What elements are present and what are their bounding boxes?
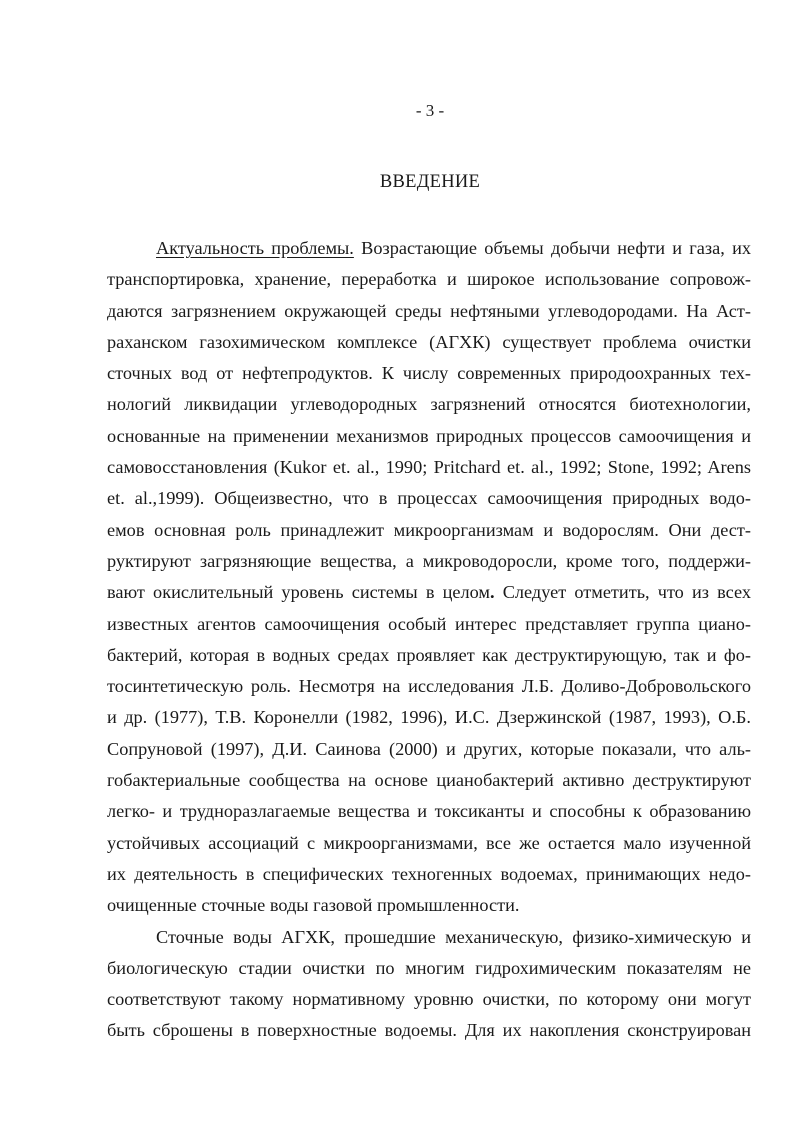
paragraph-line: руктируют загрязняющие вещества, а микроводоросли, кроме того, поддержи-: [107, 550, 751, 571]
paragraph-line: Сточные воды АГХК, прошедшие механическую, физико-химическую и: [156, 926, 751, 947]
paragraph-line: легко- и трудноразлагаемые вещества и токсиканты и способны к образованию: [107, 801, 751, 822]
paragraph-line: [107, 233, 751, 264]
paragraph-line: устойчивых ассоциаций с микроорганизмами, все же остается мало изученной: [107, 832, 751, 853]
text-span: .: [490, 582, 495, 603]
text-span: Возрастающие объемы добычи нефти и газа, их: [353, 238, 751, 258]
paragraph-line: их деятельность в специфических техногенных водоемах, принимающих недо-: [107, 863, 751, 884]
body-text: [107, 233, 751, 1047]
paragraph-line: основанные на применении механизмов природных процессов самоочищения и: [107, 425, 751, 446]
paragraph-line: сточных вод от нефтепродуктов. К числу современных природоохранных тех-: [107, 363, 751, 384]
paragraph-line: быть сброшены в поверхностные водоемы. Для их накопления сконструирован: [107, 1020, 751, 1041]
text-span: вают окислительный уровень системы в целом: [107, 582, 491, 603]
paragraph-line: тосинтетическую роль. Несмотря на исследования Л.Б. Доливо-Добровольского: [107, 676, 751, 697]
paragraph-line: емов основная роль принадлежит микроорганизмам и водорослям. Они дест-: [107, 519, 751, 540]
paragraph-line: нологий ликвидации углеводородных загрязнений относятся биотехнологии,: [107, 394, 751, 415]
paragraph-line: известных агентов самоочищения особый интерес представляет группа циано-: [107, 613, 751, 634]
paragraph-line: [107, 577, 751, 608]
paragraph-line: гобактериальные сообщества на основе цианобактерий активно деструктируют: [107, 770, 751, 791]
paragraph-line: раханском газохимическом комплексе (АГХК) существует проблема очистки: [107, 331, 751, 352]
paragraph-line: и др. (1977), Т.В. Коронелли (1982, 1996), И.С. Дзержинской (1987, 1993), О.Б.: [107, 707, 751, 728]
paragraph-line: транспортировка, хранение, переработка и широкое использование сопровож-: [107, 269, 751, 290]
paragraph-line: самовосстановления (Kukor et. al., 1990; Pritchard et. al., 1992; Stone, 1992; Arens: [107, 457, 751, 478]
paragraph-line: очищенные сточные воды газовой промышленности.: [107, 895, 520, 916]
section-heading: ВВЕДЕНИЕ: [379, 172, 481, 192]
paragraph-line: et. al.,1999). Общеизвестно, что в процессах самоочищения природных водо-: [107, 488, 751, 509]
topic-label: Актуальность проблемы.: [156, 238, 354, 258]
paragraph-line: биологическую стадии очистки по многим гидрохимическим показателям не: [107, 957, 751, 978]
text-span: Следует отметить, что из всех: [494, 582, 751, 603]
paragraph-line: бактерий, которая в водных средах проявляет как деструктирующую, так и фо-: [107, 644, 751, 665]
page-number: - 3 -: [415, 101, 445, 120]
paragraph-line: Сопруновой (1997), Д.И. Саинова (2000) и других, которые показали, что аль-: [107, 738, 751, 759]
paragraph-line: соответствуют такому нормативному уровню очистки, по которому они могут: [107, 989, 751, 1010]
paragraph-line: даются загрязнением окружающей среды нефтяными углеводородами. На Аст-: [107, 300, 751, 321]
